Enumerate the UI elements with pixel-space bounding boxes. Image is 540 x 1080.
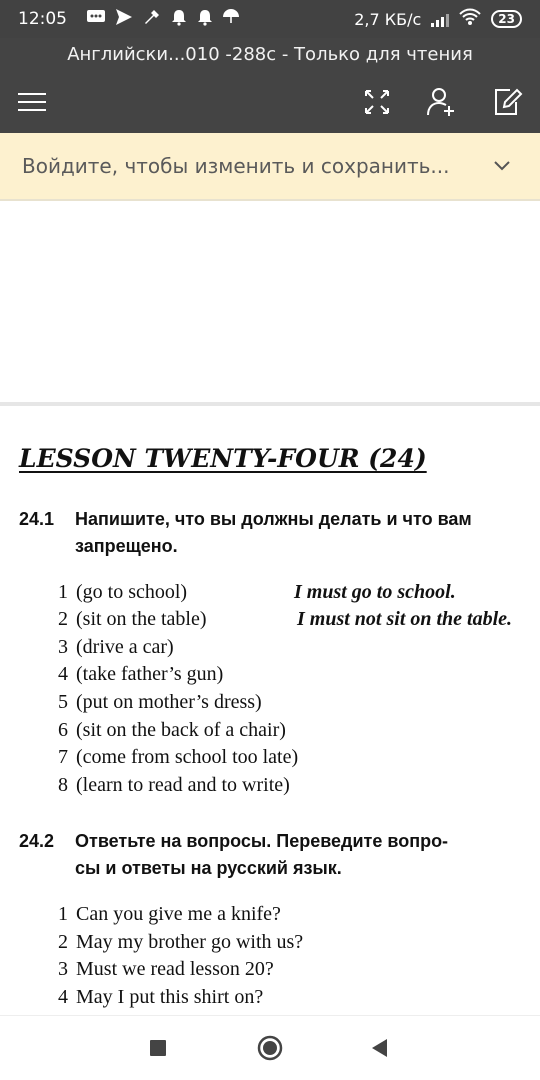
page-separator: [0, 402, 540, 406]
network-speed: 2,7 КБ/с: [354, 9, 422, 29]
wifi-icon: [459, 8, 481, 30]
recents-button[interactable]: [142, 1032, 174, 1064]
item-text: (sit on the back of a chair): [76, 719, 286, 741]
sign-in-banner[interactable]: [0, 133, 540, 201]
item-text: (put on mother’s dress): [76, 691, 262, 713]
edit-icon[interactable]: [486, 82, 526, 122]
item-number: 4: [58, 663, 68, 685]
item-text: Must we read lesson 20?: [76, 958, 274, 980]
item-text: (go to school): [76, 581, 188, 603]
item-text: May my brother go with us?: [76, 931, 304, 953]
item-number: 2: [58, 931, 68, 953]
status-right: [354, 8, 522, 30]
item-number: 4: [58, 986, 68, 1008]
item-number: 3: [58, 636, 68, 658]
home-button[interactable]: [254, 1032, 286, 1064]
navigation-bar: [0, 1015, 540, 1080]
app-bar: [0, 38, 540, 133]
item-text: (take father’s gun): [76, 663, 224, 685]
item-text: May I put this shirt on?: [76, 986, 264, 1008]
umbrella-icon: [222, 8, 240, 31]
tools-icon: [142, 8, 162, 31]
back-button[interactable]: [364, 1032, 396, 1064]
instruction-line: Ответьте на вопросы. Переведите вопро-: [75, 831, 449, 851]
item-number: 5: [58, 691, 68, 713]
bell-icon: [170, 8, 188, 31]
item-text: Can you give me a knife?: [76, 903, 281, 925]
instruction-line: сы и ответы на русский язык.: [75, 858, 342, 878]
lesson-title: LESSON TWENTY-FOUR (24): [19, 444, 427, 473]
fullscreen-icon[interactable]: [357, 82, 397, 122]
battery-indicator: 23: [491, 10, 522, 28]
item-answer: I must go to school.: [294, 581, 456, 603]
status-time: 12:05: [18, 9, 67, 29]
sign-in-banner-text: Войдите, чтобы изменить и сохранить...: [22, 154, 450, 178]
send-icon: [114, 8, 134, 31]
chevron-down-icon[interactable]: [490, 153, 514, 177]
item-number: 3: [58, 958, 68, 980]
item-text: (learn to read and to write): [76, 774, 290, 796]
exercise-instruction: Напишите, что вы должны делать и что вам запрещено.: [75, 509, 472, 556]
item-number: 7: [58, 746, 68, 768]
menu-icon[interactable]: [12, 82, 52, 122]
item-number: 2: [58, 608, 68, 630]
document-title: Английски...010 -288с - Только для чтения: [67, 44, 473, 65]
notification-icons: [86, 8, 240, 31]
item-text: (come from school too late): [76, 746, 299, 768]
item-number: 1: [58, 581, 68, 603]
exercise-instruction: [75, 828, 535, 882]
item-answer: I must not sit on the table.: [297, 608, 513, 630]
item-number: 1: [58, 903, 68, 925]
share-person-icon[interactable]: [421, 82, 461, 122]
exercise-number: 24.2: [19, 831, 55, 851]
chat-icon: [86, 8, 106, 31]
item-number: 8: [58, 774, 68, 796]
exercise-number: 24.1: [19, 509, 55, 529]
item-text: (sit on the table): [76, 608, 207, 630]
bell-icon: [196, 8, 214, 31]
status-bar: [0, 0, 540, 38]
item-text: (drive a car): [76, 636, 174, 658]
signal-icon: [431, 11, 449, 27]
item-number: 6: [58, 719, 68, 741]
